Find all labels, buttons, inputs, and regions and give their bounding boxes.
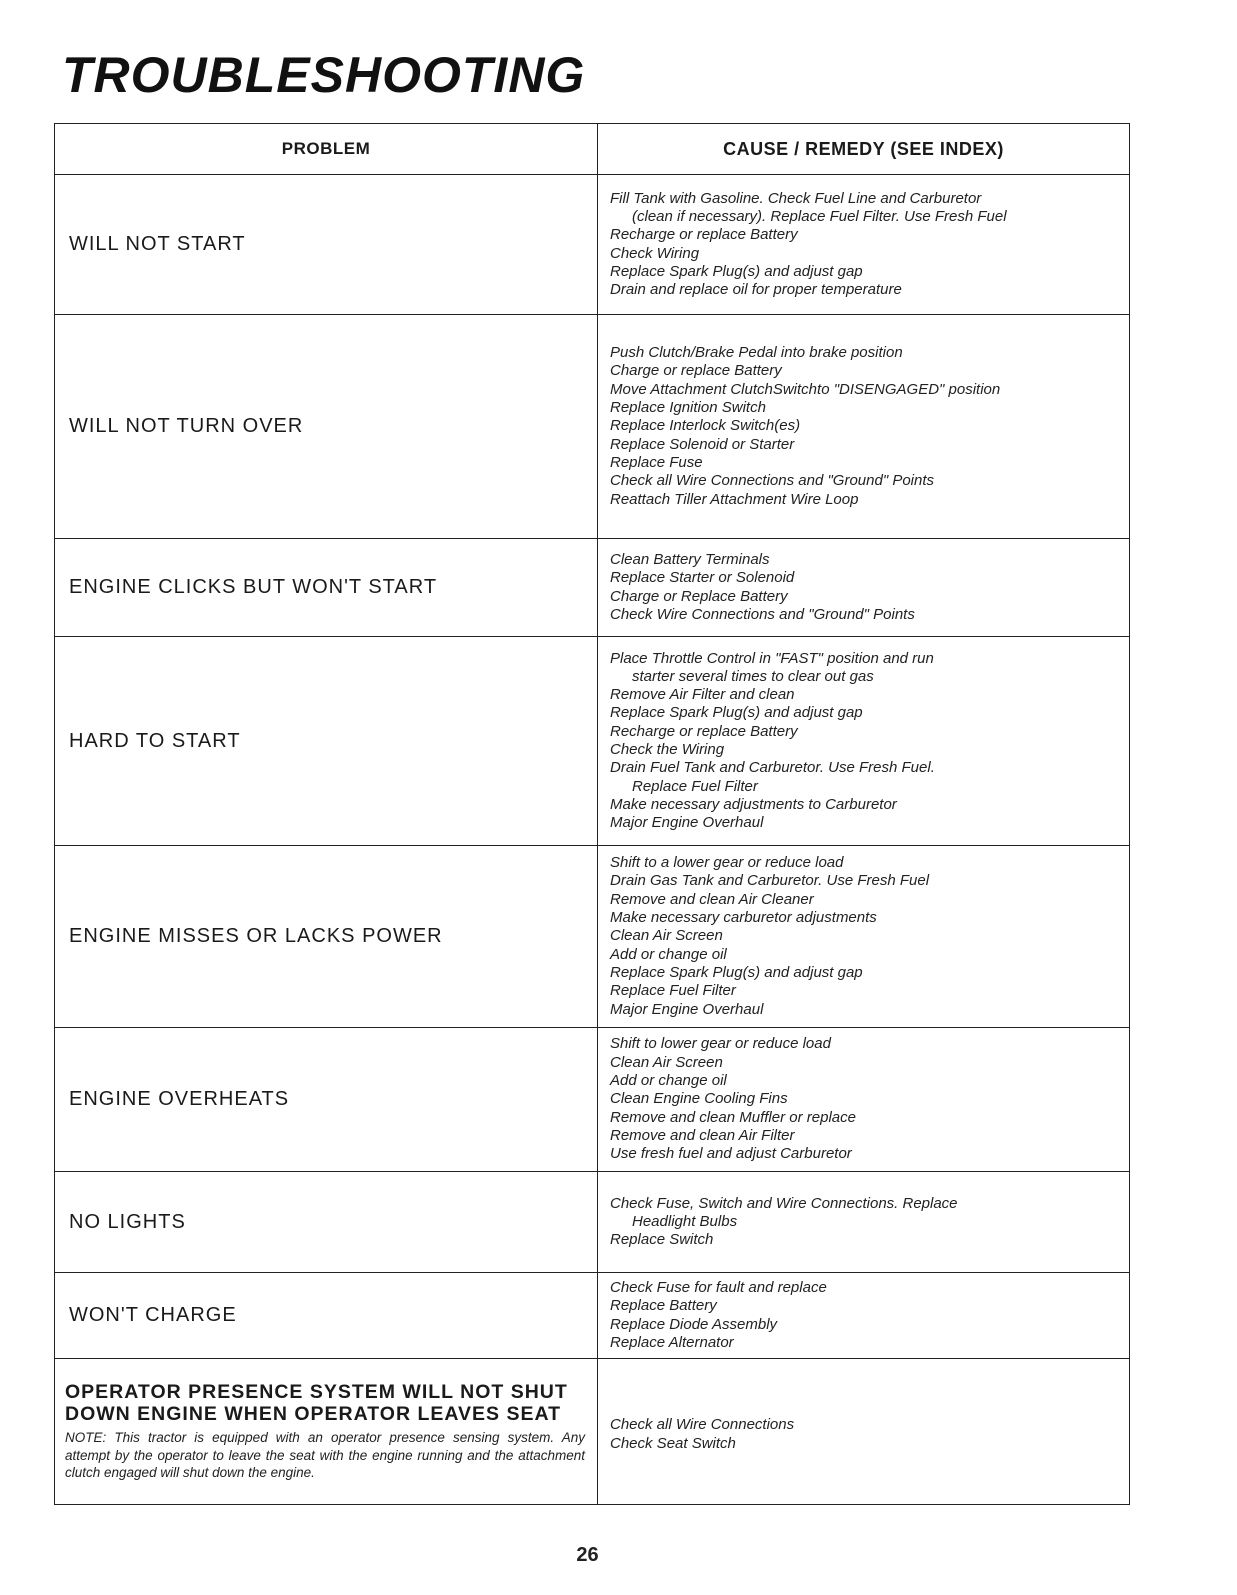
remedy-line: Remove Air Filter and clean	[610, 686, 795, 704]
problem-cell: ENGINE OVERHEATS	[55, 1028, 598, 1172]
page-title: TROUBLESHOOTING	[62, 47, 586, 103]
table-row	[55, 637, 1130, 846]
remedy-line: Make necessary adjustments to Carburetor	[610, 795, 897, 813]
problem-cell: WILL NOT TURN OVER	[55, 315, 598, 539]
remedy-line: Charge or Replace Battery	[610, 587, 788, 605]
remedy-line: Replace Fuel Filter	[610, 982, 736, 1000]
remedy-line: Check all Wire Connections	[610, 1416, 795, 1434]
remedy-line: Reattach Tiller Attachment Wire Loop	[610, 490, 859, 508]
remedy-cell	[598, 315, 1130, 539]
remedy-line: Replace Diode Assembly	[610, 1315, 778, 1333]
problem-cell: ENGINE CLICKS BUT WON'T START	[55, 539, 598, 637]
remedy-line: Push Clutch/Brake Pedal into brake position	[610, 344, 903, 362]
problem-column-header: PROBLEM	[55, 124, 598, 175]
remedy-line: Replace Fuse	[610, 453, 703, 471]
remedy-line: Charge or replace Battery	[610, 362, 782, 380]
remedy-line: Drain and replace oil for proper temperature	[610, 281, 902, 299]
remedy-line: Shift to a lower gear or reduce load	[610, 854, 844, 872]
remedy-line: Clean Engine Cooling Fins	[610, 1090, 788, 1108]
problem-title-line: OPERATOR PRESENCE SYSTEM WILL NOT SHUT	[65, 1381, 568, 1404]
remedy-line: Shift to lower gear or reduce load	[610, 1035, 831, 1053]
problem-title-line: DOWN ENGINE WHEN OPERATOR LEAVES SEAT	[65, 1403, 562, 1426]
remedy-line: Recharge or replace Battery	[610, 226, 798, 244]
remedy-line: Replace Spark Plug(s) and adjust gap	[610, 963, 863, 981]
remedy-line: Check Wiring	[610, 244, 700, 262]
remedy-line: Headlight Bulbs	[632, 1212, 738, 1230]
remedy-line: Make necessary carburetor adjustments	[610, 909, 877, 927]
remedy-line: Replace Fuel Filter	[632, 777, 758, 795]
remedy-cell	[598, 1359, 1130, 1505]
cause-remedy-column-header: CAUSE / REMEDY (SEE INDEX)	[598, 124, 1130, 175]
remedy-line: Add or change oil	[610, 945, 727, 963]
remedy-line: Major Engine Overhaul	[610, 1000, 764, 1018]
problem-cell: WON'T CHARGE	[55, 1273, 598, 1359]
remedy-line: Replace Alternator	[610, 1333, 734, 1351]
troubleshooting-table	[54, 123, 1130, 1505]
problem-cell: ENGINE MISSES OR LACKS POWER	[55, 846, 598, 1028]
operator-presence-note: NOTE: This tractor is equipped with an operator presence sensing system. Any attempt by the operator to leave the seat with the engine running and the attachment clutch engaged will shut down the engine.	[65, 1430, 585, 1481]
remedy-line: (clean if necessary). Replace Fuel Filter. Use Fresh Fuel	[632, 207, 1007, 225]
remedy-line: Place Throttle Control in "FAST" position and run	[610, 649, 934, 667]
table-row	[55, 1172, 1130, 1273]
remedy-line: Drain Gas Tank and Carburetor. Use Fresh Fuel	[610, 872, 930, 890]
remedy-line: Check Fuse for fault and replace	[610, 1279, 827, 1296]
remedy-cell	[598, 1273, 1130, 1359]
remedy-line: Add or change oil	[610, 1072, 727, 1090]
remedy-line: Replace Ignition Switch	[610, 399, 766, 417]
problem-cell: WILL NOT START	[55, 175, 598, 315]
problem-cell: NO LIGHTS	[55, 1172, 598, 1273]
remedy-line: Replace Battery	[610, 1297, 717, 1315]
remedy-line: Replace Solenoid or Starter	[610, 435, 795, 453]
table-row	[55, 539, 1130, 637]
table-row	[55, 315, 1130, 539]
remedy-line: Remove and clean Air Filter	[610, 1126, 795, 1144]
remedy-cell	[598, 175, 1130, 315]
remedy-cell	[598, 1028, 1130, 1172]
remedy-line: Use fresh fuel and adjust Carburetor	[610, 1145, 852, 1163]
table-row	[55, 1359, 1130, 1505]
remedy-line: Drain Fuel Tank and Carburetor. Use Fresh Fuel.	[610, 759, 935, 777]
remedy-line: Clean Air Screen	[610, 1053, 723, 1071]
problem-cell	[55, 1359, 598, 1505]
table-row	[55, 1028, 1130, 1172]
remedy-line: Replace Interlock Switch(es)	[610, 417, 801, 435]
remedy-line: Clean Battery Terminals	[610, 550, 770, 568]
table-header-row	[55, 124, 1130, 175]
remedy-cell	[598, 637, 1130, 846]
remedy-line: Move Attachment ClutchSwitchto "DISENGAGED" position	[610, 380, 1001, 398]
remedy-line: Check all Wire Connections and "Ground" Points	[610, 472, 935, 490]
remedy-line: Fill Tank with Gasoline. Check Fuel Line and Carburetor	[610, 189, 982, 207]
remedy-line: Remove and clean Muffler or replace	[610, 1108, 856, 1126]
remedy-line: Major Engine Overhaul	[610, 814, 764, 832]
remedy-line: Remove and clean Air Cleaner	[610, 890, 814, 908]
table-row	[55, 846, 1130, 1028]
remedy-line: starter several times to clear out gas	[632, 667, 874, 685]
remedy-cell	[598, 846, 1130, 1028]
remedy-line: Recharge or replace Battery	[610, 722, 798, 740]
remedy-line: Replace Switch	[610, 1231, 714, 1249]
table-row	[55, 1273, 1130, 1359]
page-number: 26	[576, 1544, 599, 1566]
remedy-line: Replace Spark Plug(s) and adjust gap	[610, 704, 863, 722]
remedy-line: Check the Wiring	[610, 741, 725, 758]
problem-cell: HARD TO START	[55, 637, 598, 846]
remedy-line: Replace Spark Plug(s) and adjust gap	[610, 262, 863, 280]
remedy-line: Check Wire Connections and "Ground" Points	[610, 605, 915, 623]
remedy-cell	[598, 1172, 1130, 1273]
remedy-line: Check Seat Switch	[610, 1434, 736, 1452]
table-row	[55, 175, 1130, 315]
remedy-line: Clean Air Screen	[610, 927, 723, 945]
remedy-line: Replace Starter or Solenoid	[610, 569, 795, 587]
remedy-cell	[598, 539, 1130, 637]
remedy-line: Check Fuse, Switch and Wire Connections. Replace	[610, 1194, 958, 1212]
